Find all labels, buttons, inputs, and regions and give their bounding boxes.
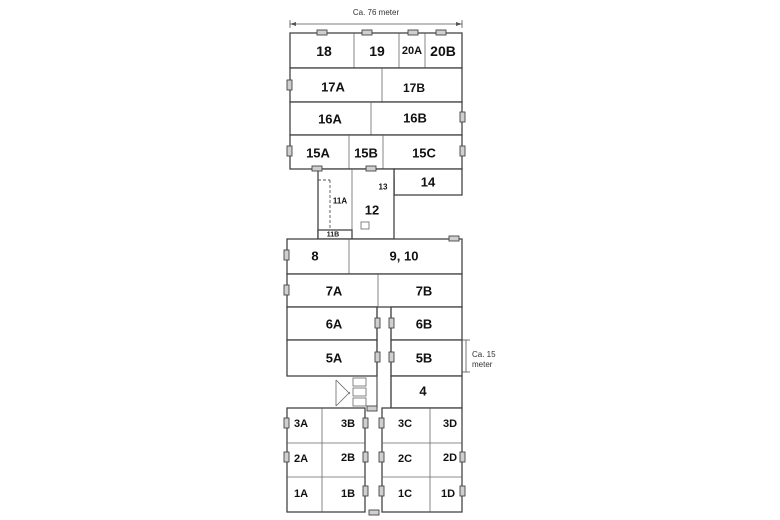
room-4: 4 — [419, 383, 427, 399]
room-1c: 1C — [397, 488, 413, 500]
room-6a: 6A — [325, 316, 343, 332]
width-dimension — [290, 8, 462, 28]
room-9-10: 9, 10 — [389, 248, 419, 264]
room-19: 19 — [369, 43, 385, 59]
room-20b: 20B — [430, 43, 456, 59]
height-label-line2: meter — [472, 360, 493, 369]
room-2c: 2C — [397, 453, 413, 465]
room-17b: 17B — [402, 81, 426, 95]
stairs — [336, 378, 366, 406]
room-3d: 3D — [442, 418, 458, 430]
room-12: 12 — [364, 202, 380, 218]
room-11a: 11A — [332, 196, 348, 206]
room-13: 13 — [378, 182, 388, 192]
room-16b: 16B — [403, 110, 427, 126]
lower-block — [287, 408, 462, 512]
room-14: 14 — [420, 174, 436, 190]
room-15c: 15C — [412, 145, 436, 161]
room-8: 8 — [311, 248, 319, 264]
room-18: 18 — [316, 43, 332, 59]
room-3c: 3C — [397, 418, 413, 430]
room-2b: 2B — [340, 452, 356, 464]
room-2a: 2A — [293, 453, 309, 465]
room-5b: 5B — [415, 350, 433, 366]
room-7a: 7A — [325, 283, 343, 299]
room-20a: 20A — [401, 45, 423, 57]
room-15b: 15B — [354, 145, 378, 161]
room-1d: 1D — [440, 488, 456, 500]
room-5a: 5A — [325, 350, 343, 366]
room-17a: 17A — [321, 79, 345, 95]
width-label: Ca. 76 meter — [352, 8, 400, 17]
height-label-line1: Ca. 15 — [472, 350, 496, 359]
room-11b: 11B — [326, 231, 340, 239]
room-1a: 1A — [293, 488, 309, 500]
room-15a: 15A — [306, 145, 330, 161]
room-2d: 2D — [442, 452, 458, 464]
room-3a: 3A — [293, 418, 309, 430]
room-1b: 1B — [340, 488, 356, 500]
room-7b: 7B — [415, 283, 433, 299]
height-dimension — [462, 340, 496, 372]
middle-block — [287, 239, 462, 408]
room-6b: 6B — [415, 316, 433, 332]
room-3b: 3B — [340, 418, 356, 430]
room-16a: 16A — [318, 111, 342, 127]
